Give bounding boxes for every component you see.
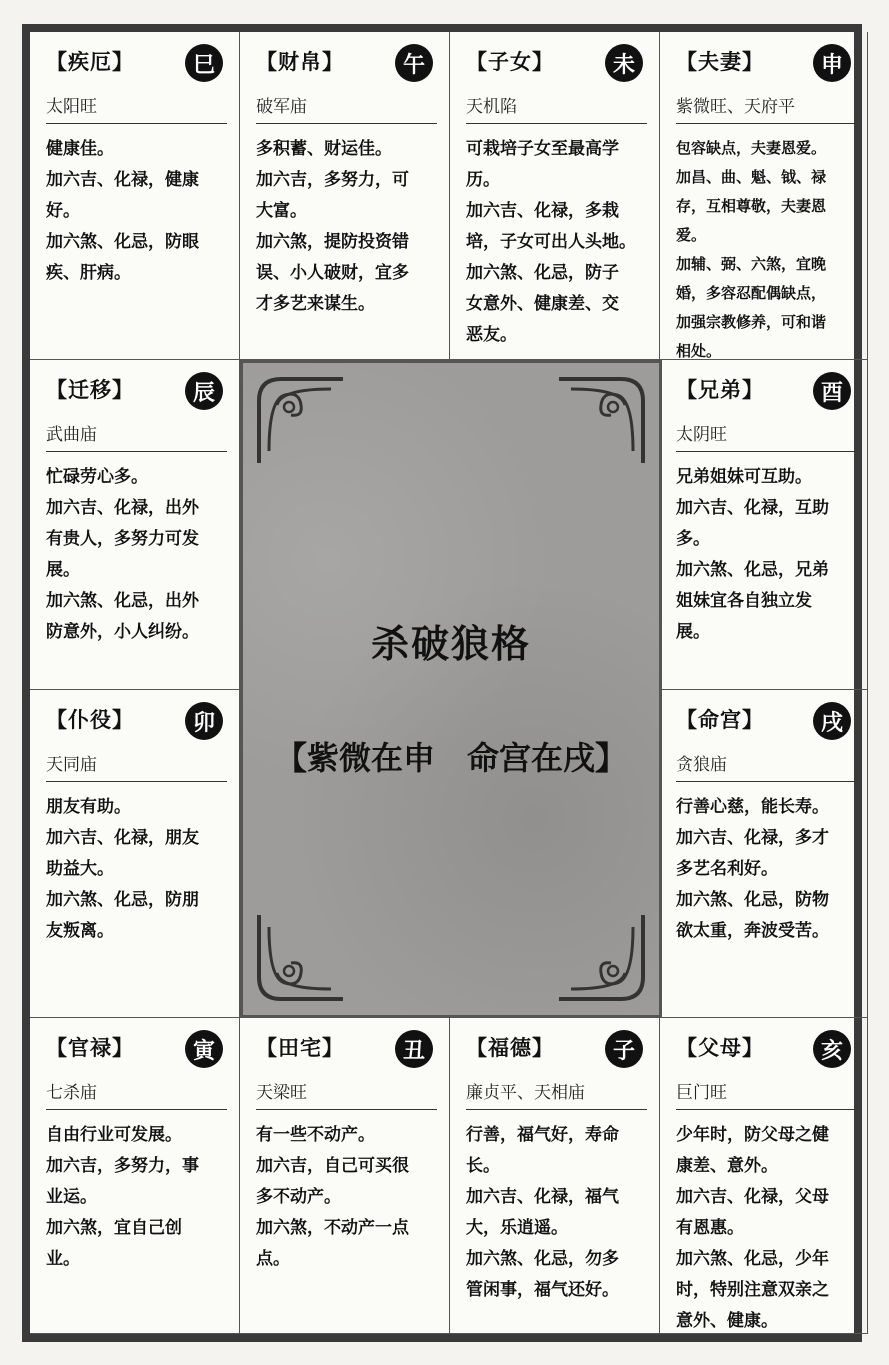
palace-guan [30,1018,240,1334]
palace-stars: 巨门旺 [676,1076,855,1110]
palace-text [256,134,437,320]
palace-tian [240,1018,450,1334]
palace-header [676,704,855,748]
palace-text [46,792,227,947]
palace-name: 【子女】 [466,49,554,74]
text-line: 加六吉、化禄，多栽 [466,201,619,221]
text-line: 加六吉，多努力，可 [256,170,409,190]
branch-badge: 未 [605,44,643,82]
palace-stars: 廉贞平、天相庙 [466,1076,647,1110]
text-line: 加六煞、化忌，防子 [466,263,619,283]
chart-title: 杀破狼格 [370,621,531,666]
text-line: 点。 [256,1249,290,1269]
text-line: 加六煞、化忌，兄弟 [676,560,829,580]
text-line: 可栽培子女至最高学 [466,139,619,159]
text-line: 加六煞、化忌，少年 [676,1249,829,1269]
text-line: 多。 [676,529,710,549]
palace-name: 【仆役】 [46,707,134,732]
palace-header [676,374,855,418]
text-line: 才多艺来谋生。 [256,294,375,314]
branch-badge: 亥 [813,1030,851,1068]
text-line: 有贵人，多努力可发 [46,529,199,549]
palace-header [256,46,437,90]
branch-badge: 辰 [185,372,223,410]
text-line: 大富。 [256,201,307,221]
text-line: 朋友有助。 [46,797,131,817]
palace-text [46,134,227,289]
palace-text [256,1120,437,1275]
text-line: 姐妹宜各自独立发 [676,591,812,611]
palace-name: 【财帛】 [256,49,344,74]
text-line: 加六吉、化禄，健康 [46,170,199,190]
text-line: 加六煞、化忌，防物 [676,890,829,910]
palace-stars: 紫微旺、天府平 [676,90,855,124]
palace-text [676,462,855,648]
palace-header [46,1032,227,1076]
palace-cai [240,32,450,360]
text-line: 加六煞，宜自己创 [46,1218,182,1238]
text-line: 加六煞、化忌，防眼 [46,232,199,252]
text-line: 好。 [46,201,80,221]
palace-fu [660,32,868,360]
palace-stars: 天梁旺 [256,1076,437,1110]
branch-badge: 酉 [813,372,851,410]
text-line: 有一些不动产。 [256,1125,375,1145]
palace-header [676,1032,855,1076]
palace-name: 【兄弟】 [676,377,764,402]
palace-text [676,792,855,947]
palace-text [676,1120,855,1337]
corner-ornament-top-right [551,371,651,471]
text-line: 加六吉、化禄，朋友 [46,828,199,848]
text-line: 行善心慈，能长寿。 [676,797,829,817]
palace-qian [30,360,240,690]
text-line: 培，子女可出人头地。 [466,232,636,252]
text-line: 疾、肝病。 [46,263,131,283]
palace-header [46,374,227,418]
text-line: 业。 [46,1249,80,1269]
text-line: 友叛离。 [46,921,114,941]
palace-xiong [660,360,868,690]
palace-fude [450,1018,660,1334]
palace-stars: 太阳旺 [46,90,227,124]
text-line: 女意外、健康差、交 [466,294,619,314]
palace-header [46,704,227,748]
text-line: 助益大。 [46,859,114,879]
text-line: 大，乐逍遥。 [466,1218,568,1238]
branch-badge: 戌 [813,702,851,740]
text-line: 加六吉、化禄，父母 [676,1187,829,1207]
branch-badge: 午 [395,44,433,82]
text-line: 加强宗教修养，可和谐 [676,313,827,331]
palace-zi [450,32,660,360]
palace-text [46,462,227,648]
text-line: 加昌、曲、魁、钺、禄 [676,168,827,186]
text-line: 加六吉、化禄，多才 [676,828,829,848]
text-line: 加六吉，多努力，事 [46,1156,199,1176]
palace-header [466,1032,647,1076]
branch-badge: 丑 [395,1030,433,1068]
text-line: 少年时，防父母之健 [676,1125,829,1145]
text-line: 自由行业可发展。 [46,1125,182,1145]
palace-name: 【命宫】 [676,707,764,732]
text-line: 存，互相尊敬，夫妻恩 [676,197,827,215]
palace-header [256,1032,437,1076]
palace-stars: 破军庙 [256,90,437,124]
text-line: 展。 [676,622,710,642]
palace-name: 【疾厄】 [46,49,134,74]
text-line: 加辅、弼、六煞，宜晚 [676,255,827,273]
text-line: 多艺名利好。 [676,859,778,879]
palace-ji [30,32,240,360]
palace-stars: 七杀庙 [46,1076,227,1110]
palace-header [46,46,227,90]
palace-text [46,1120,227,1275]
text-line: 加六煞、化忌，勿多 [466,1249,619,1269]
text-line: 加六煞、化忌，出外 [46,591,199,611]
corner-ornament-top-left [251,371,351,471]
palace-name: 【父母】 [676,1035,764,1060]
text-line: 加六吉、化禄，出外 [46,498,199,518]
text-line: 康差、意外。 [676,1156,778,1176]
palace-stars: 太阴旺 [676,418,855,452]
palace-pu [30,690,240,1018]
palace-text [466,134,647,351]
text-line: 健康佳。 [46,139,114,159]
text-line: 相处。 [676,342,722,360]
text-line: 爱。 [676,226,707,244]
text-line: 误、小人破财，宜多 [256,263,409,283]
text-line: 业运。 [46,1187,97,1207]
text-line: 加六吉，自己可买很 [256,1156,409,1176]
palace-name: 【迁移】 [46,377,134,402]
text-line: 展。 [46,560,80,580]
chart-frame [22,24,862,1342]
palace-fumu [660,1018,868,1334]
corner-ornament-bottom-left [251,907,351,1007]
branch-badge: 子 [605,1030,643,1068]
chart-subtitle: 【紫微在申 命宫在戌】 [274,739,627,777]
text-line: 时，特别注意双亲之 [676,1280,829,1300]
palace-name: 【田宅】 [256,1035,344,1060]
text-line: 加六煞、化忌，防朋 [46,890,199,910]
palace-stars: 天机陷 [466,90,647,124]
branch-badge: 巳 [185,44,223,82]
text-line: 恶友。 [466,325,517,345]
palace-name: 【夫妻】 [676,49,764,74]
text-line: 忙碌劳心多。 [46,467,148,487]
palace-header [466,46,647,90]
palace-stars: 武曲庙 [46,418,227,452]
branch-badge: 卯 [185,702,223,740]
text-line: 多不动产。 [256,1187,341,1207]
text-line: 意外、健康。 [676,1311,778,1331]
corner-ornament-bottom-right [551,907,651,1007]
text-line: 历。 [466,170,500,190]
palace-text [676,134,855,366]
branch-badge: 申 [813,44,851,82]
text-line: 防意外，小人纠纷。 [46,622,199,642]
text-line: 有恩惠。 [676,1218,744,1238]
text-line: 加六煞，不动产一点 [256,1218,409,1238]
palace-stars: 天同庙 [46,748,227,782]
text-line: 欲太重，奔波受苦。 [676,921,829,941]
text-line: 兄弟姐妹可互助。 [676,467,812,487]
text-line: 长。 [466,1156,500,1176]
center-panel [240,360,662,1018]
palace-stars: 贪狼庙 [676,748,855,782]
text-line: 行善，福气好，寿命 [466,1125,619,1145]
palace-text [466,1120,647,1306]
palace-ming [660,690,868,1018]
branch-badge: 寅 [185,1030,223,1068]
text-line: 包容缺点，夫妻恩爱。 [676,139,827,157]
text-line: 加六吉、化禄，福气 [466,1187,619,1207]
text-line: 管闲事，福气还好。 [466,1280,619,1300]
palace-name: 【福德】 [466,1035,554,1060]
text-line: 加六煞，提防投资错 [256,232,409,252]
text-line: 多积蓄、财运佳。 [256,139,392,159]
text-line: 婚，多容忍配偶缺点， [676,284,827,302]
text-line: 加六吉、化禄，互助 [676,498,829,518]
palace-name: 【官禄】 [46,1035,134,1060]
palace-header [676,46,855,90]
